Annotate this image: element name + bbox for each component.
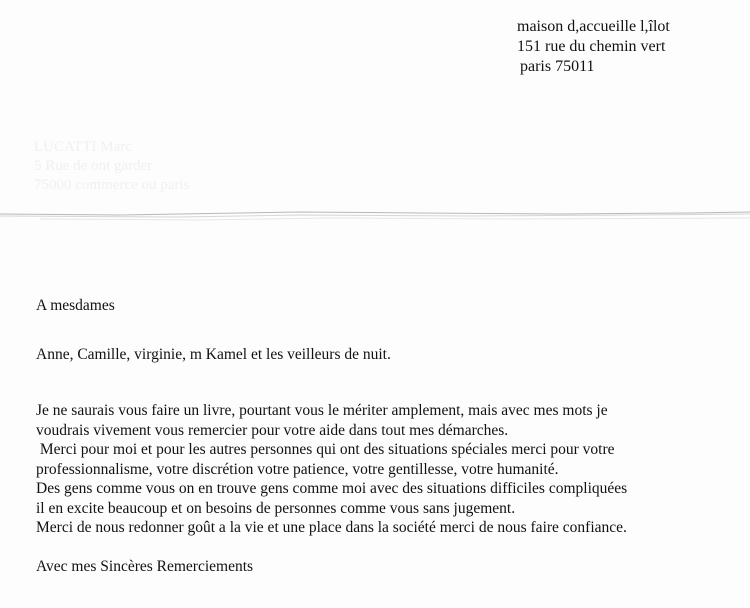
sender-address-line-2: 151 rue du chemin vert (517, 38, 666, 55)
faded-recipient-address (34, 138, 189, 195)
sender-address (517, 17, 670, 77)
message-paragraph (36, 401, 736, 538)
letter-body (36, 296, 736, 576)
closing: Avec mes Sincères Remerciements (36, 557, 254, 575)
faded-address-line-1: LUCATTI Marc (34, 139, 132, 155)
salutation: A mesdames (36, 297, 115, 314)
faded-address-line-3: 75000 commerce ou paris (34, 177, 190, 193)
recipient-names: Anne, Camille, virginie, m Kamel et les veilleurs de nuit. (36, 345, 391, 363)
body-line-5: Des gens comme vous on en trouve gens comme moi avec des situations difficiles compliquées (36, 480, 628, 497)
body-line-4: professionnalisme, votre discrétion votre patience, votre gentillesse, votre humanité. (36, 460, 559, 478)
body-line-2: voudrais vivement vous remercier pour votre aide dans tout mes démarches. (36, 421, 509, 439)
sender-address-line-3: paris 75011 (520, 58, 595, 75)
body-line-1: Je ne saurais vous faire un livre, pourtant vous le mériter amplement, mais avec mes mots je (36, 402, 608, 419)
sender-address-line-1: maison d,accueille l,îlot (517, 18, 670, 35)
body-line-6: il en excite beaucoup et on besoins de personnes comme vous sans jugement. (36, 499, 516, 517)
body-line-3: Merci pour moi et pour les autres personnes qui ont des situations spéciales merci pour votre (36, 441, 615, 458)
body-line-7: Merci de nous redonner goût a la vie et une place dans la société merci de nous faire confiance. (36, 519, 627, 536)
faded-address-line-2: 5 Rue de ont garder (34, 158, 153, 174)
paper-fold-line (0, 208, 750, 222)
